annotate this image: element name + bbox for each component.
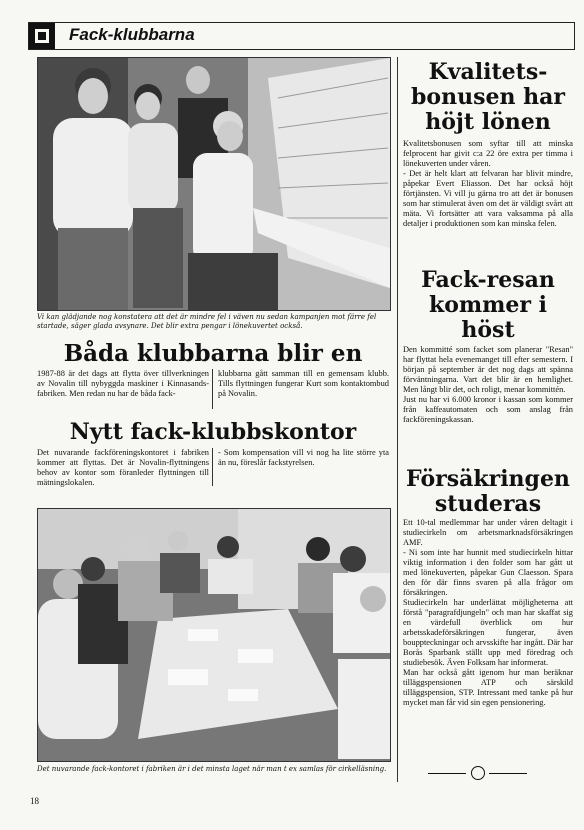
photo-union-meeting: [37, 508, 391, 762]
photo2-caption: Det nuvarande fack-kontoret i fabriken är i det minsta laget när man t ex samlas för cirkelläsning.: [37, 765, 387, 773]
article-clubs-merge-col1: 1987-88 är det dags att flytta över tillverkningen av Novalin till nybyggda maskiner i Kinnasands-fabriken. Men redan nu har de båda fack-: [37, 369, 209, 398]
article-union-trip-body: Den kommitté som facket som planerar "Resan" har flyttat hela evenemanget till efter semestern. I början på september är det nog dags att spänna förväntningarna. Vart det blir är en hemlighet. Men långt blir det, och roligt, menar kommittén. Just nu har vi 6.000 kronor i kassan som kommer från kaffeautomaten och som anslag från fackföreningskassan.: [403, 345, 573, 424]
article-clubs-merge-col2: klubbarna gått samman till en gemensam klubb. Tills flyttningen fungerar Kurt som kontaktombud på Novalin.: [218, 369, 389, 398]
article-new-office-col2: - Som kompensation vill vi nog ha lite större yta än nu, föreslår fackstyrelsen.: [218, 448, 389, 467]
article-headline-clubs-merge: Båda klubbarna blir en: [63, 340, 363, 367]
photo1-caption: Vi kan glädjande nog konstatera att det är mindre fel i väven nu sedan kampanjen mot färre fel startade, säger glada avsynare. Det blir extra pengar i lönekuvertet också.: [37, 313, 377, 330]
column-divider: [212, 369, 213, 409]
article-headline-quality-bonus: Kvalitets-bonusen har höjt lönen: [411, 59, 565, 135]
article-quality-bonus-body: Kvalitetsbonusen som syftar till att minska felprocent har givit c:a 22 öre extra per timma i lönekuverten under våren. - Det är helt klart att felvaran har blivit mindre, påpekar Evert Eliasson. Det har också höjt förtjänsten. Vi vill ju gärna tro att det är bonusen som har stimulerat även om det är väldigt svårt att mäta. Vi fortsätter att vara vaksamma på alla detaljer i produktionen som kan minska felen.: [403, 139, 573, 228]
article-headline-insurance: Försäkringen studeras: [406, 466, 570, 517]
page-number: 18: [30, 796, 39, 806]
section-header: [28, 22, 575, 50]
right-column-rule: [397, 57, 398, 782]
article-insurance-body: Ett 10-tal medlemmar har under våren deltagit i studiecirkeln om arbetsmarknadsförsäkringen AMF. - Ni som inte har hunnit med studiecirkeln hittar viktig information i den folder som har gått ut med lönekuverten, påpekar Gun Claesson. Spara den för där finns svaren på alla frågor om försäkringen. Studiecirkeln har underlättat möjligheterna att förstå "paragrafdjungeln" och man har skaffat sig en värdefull överblick om hur arbetsskadeförsäkringen fungerar, även bouppteckningar och arvsskifte har ingått. Där har Borås Sparbank ställt upp med föredrag och studiebesök. Även Folksam har informerat. Man har också gått igenom hur man beräknar tilläggspensionen ATP och särskild tilläggspension, STP. Intressant med tanke på hur mycket man får vid sin egen pensionering.: [403, 518, 573, 707]
article-headline-new-office: Nytt fack-klubbskontor: [69, 419, 357, 445]
article-new-office-col1: Det nuvarande fackföreningskontoret i fabriken kommer att flyttas. Det är Novalin-flyttningens behov av kontor som föranleder flyttningen till mätningslokalen.: [37, 448, 209, 487]
photo-weaving-inspectors: [37, 57, 391, 311]
section-logo-icon: [29, 23, 55, 49]
column-divider: [212, 448, 213, 486]
article-end-mark: [428, 766, 528, 780]
article-headline-union-trip: Fack-resan kommer i höst: [421, 267, 555, 343]
section-title: Fack-klubbarna: [69, 25, 195, 44]
